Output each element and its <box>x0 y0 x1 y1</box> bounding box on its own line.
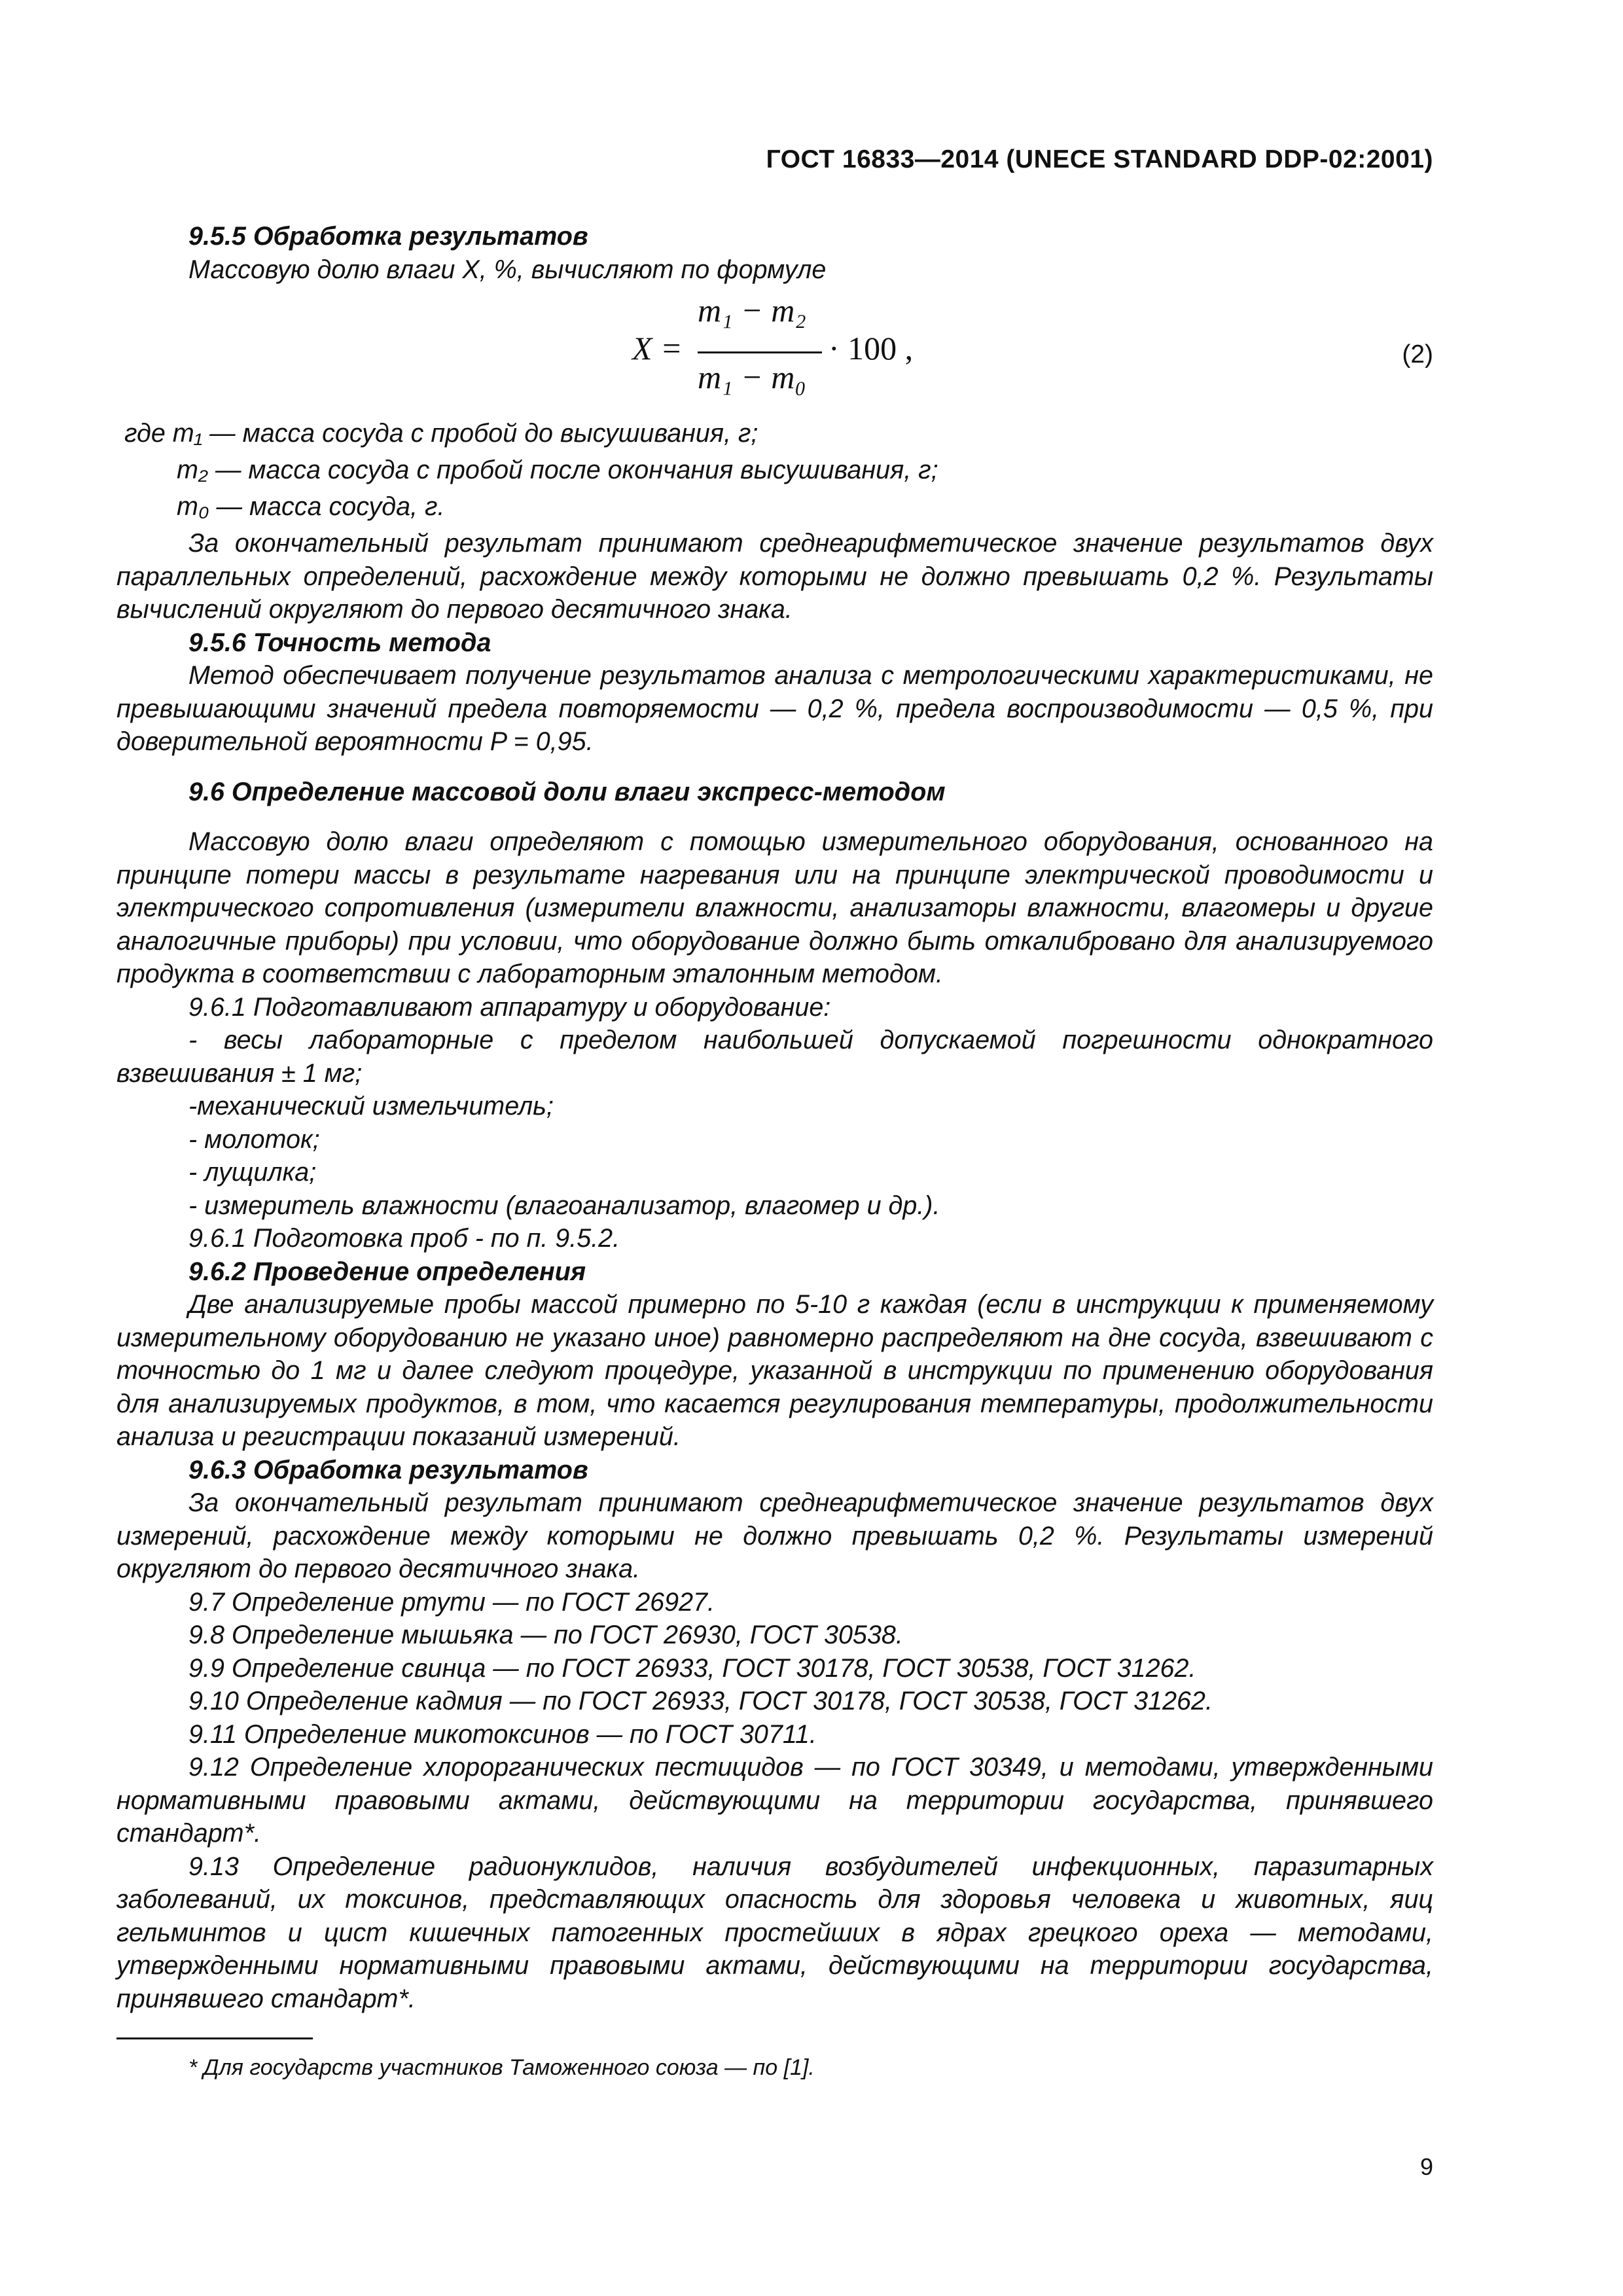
footnote: * Для государств участников Таможенного союза — по [1]. <box>188 2055 815 2080</box>
formula-intro: Массовую долю влаги X, %, вычисляют по формуле <box>188 255 827 284</box>
equipment-item: - измеритель влажности (влагоанализатор, влагомер и др.). <box>188 1191 940 1220</box>
paragraph-result: За окончательный результат принимают среднеарифметическое значение результатов двух параллельных определений, расхождение между которыми не должно превышать 0,2 %. Результаты вычислений округляют до первого десятичного знака. <box>116 529 1433 624</box>
where-line: где m₁ — масса сосуда с пробой до высушивания, г; <box>124 419 758 448</box>
formula-denominator: m₁ − m₀ <box>698 359 806 395</box>
footnote-divider <box>116 2037 313 2039</box>
reference-item: 9.9 Определение свинца — по ГОСТ 26933, ГОСТ 30178, ГОСТ 30538, ГОСТ 31262. <box>188 1653 1196 1683</box>
paragraph-procedure: Две анализируемые пробы массой примерно по 5-10 г каждая (если в инструкции к применяемому измерительному оборудованию не указано иное) равномерно распределяют на дне сосуда, взвешивают с точностью до 1 мг и далее следуют процедуре, указанной в инструкции по применению оборудования для анализируемых продуктов, в том, что касается регулирования температуры, продолжительности анализа и регистрации показаний измерений. <box>116 1290 1433 1451</box>
paragraph-express-method: Массовую долю влаги определяют с помощью измерительного оборудования, основанного на принципе потери массы в результате нагревания или на принципе электрической проводимости и электрического сопротивления (измерители влажности, анализаторы влажности, влагомеры и другие аналогичные приборы) при условии, что оборудование должно быть откалибровано для анализируемого продукта в соответствии с лабораторным эталонным методом. <box>116 827 1433 988</box>
paragraph-accuracy: Метод обеспечивает получение результатов анализа с метрологическими характеристиками, не превышающими значений предела повторяемости — 0,2 %, предела воспроизводимости — 0,5 %, при доверительной вероятности P = 0,95. <box>116 661 1433 756</box>
reference-item: 9.7 Определение ртути — по ГОСТ 26927. <box>188 1587 715 1617</box>
formula-lhs: X = <box>632 330 683 367</box>
equipment-item: - весы лабораторные с пределом наибольшей допускаемой погрешности однократного взвешивания ± 1 мг; <box>116 1026 1433 1088</box>
where-line: m₀ — масса сосуда, г. <box>177 492 445 521</box>
fraction-bar <box>698 351 822 353</box>
document-body <box>116 220 1433 2085</box>
section-heading-9-6-2: 9.6.2 Проведение определения <box>188 1257 586 1286</box>
reference-item: 9.10 Определение кадмия — по ГОСТ 26933, ГОСТ 30178, ГОСТ 30538, ГОСТ 31262. <box>188 1687 1213 1715</box>
reference-item: 9.13 Определение радионуклидов, наличия возбудителей инфекционных, паразитарных заболеваний, их токсинов, представляющих опасность для здоровья человека и животных, яиц гельминтов и цист кишечных патогенных простейших в ядрах грецкого ореха — методами, утвержденными нормативными правовыми актами, действующими на территории государства, принявшего стандарт*. <box>116 1852 1433 2013</box>
reference-item: 9.12 Определение хлорорганических пестицидов — по ГОСТ 30349, и методами, утвержденными нормативными правовыми актами, действующими на территории государства, принявшего стандарт*. <box>116 1753 1433 1848</box>
formula-multiplier: · 100 , <box>829 330 914 367</box>
page-number: 9 <box>1419 2153 1433 2180</box>
section-heading-9-5-5: 9.5.5 Обработка результатов <box>188 222 588 251</box>
formula-number: (2) <box>1402 340 1433 368</box>
equipment-item: -механический измельчитель; <box>188 1092 554 1121</box>
formula-numerator: m₁ − m₂ <box>698 292 806 329</box>
paragraph-processing: За окончательный результат принимают среднеарифметическое значение результатов двух измерений, расхождение между которыми не должно превышать 0,2 %. Результаты измерений округляют до первого десятичного знака. <box>116 1488 1433 1583</box>
equipment-item: - лущилка; <box>188 1158 317 1187</box>
reference-item: 9.8 Определение мышьяка — по ГОСТ 26930, ГОСТ 30538. <box>188 1621 903 1649</box>
paragraph-sample-prep: 9.6.1 Подготовка проб - по п. 9.5.2. <box>188 1224 620 1253</box>
section-heading-9-6: 9.6 Определение массовой доли влаги экспресс-методом <box>188 777 946 806</box>
section-heading-9-5-6: 9.5.6 Точность метода <box>188 628 491 657</box>
section-heading-9-6-3: 9.6.3 Обработка результатов <box>188 1455 588 1484</box>
equipment-item: - молоток; <box>188 1124 320 1154</box>
reference-item: 9.11 Определение микотоксинов — по ГОСТ 30711. <box>188 1719 817 1749</box>
variable-definitions <box>116 417 1433 527</box>
document-header: ГОСТ 16833—2014 (UNECE STANDARD DDP-02:2001) <box>766 145 1433 173</box>
where-line: m₂ — масса сосуда с пробой после окончания высушивания, г; <box>177 456 938 484</box>
paragraph-9-6-1: 9.6.1 Подготавливают аппаратуру и оборудование: <box>188 992 831 1022</box>
formula-2 <box>116 286 1433 417</box>
